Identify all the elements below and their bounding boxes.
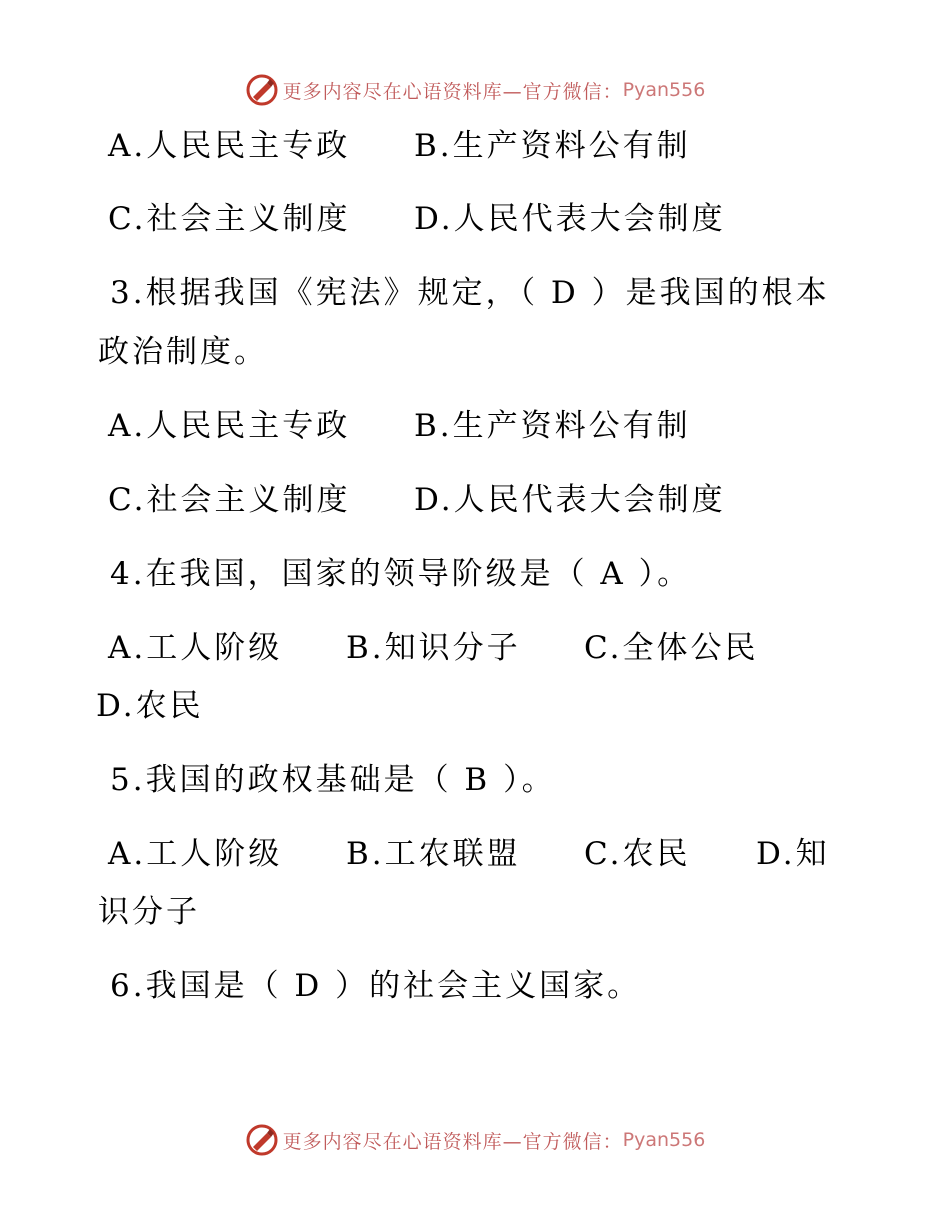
- q3-option-d: D.人民代表大会制度: [414, 482, 726, 518]
- footer-watermark: [0, 1120, 950, 1160]
- q3-option-b: B.生产资料公有制: [414, 408, 691, 444]
- q6-stem: 6.我国是（ D ）的社会主义国家。: [110, 968, 642, 1004]
- q4-option-c: C.全体公民: [584, 630, 759, 666]
- q3-stem-line-1: 3.根据我国《宪法》规定，（ D ）是我国的根本: [110, 275, 830, 311]
- q4-option-d: D.农民: [96, 688, 204, 724]
- q2-option-d: D.人民代表大会制度: [414, 201, 726, 237]
- q5-option-a: A.工人阶级: [108, 836, 283, 872]
- header-watermark: [0, 70, 950, 110]
- banner-text: 更多内容尽在心语资料库—官方微信：: [282, 80, 623, 103]
- q5-option-b: B.工农联盟: [346, 836, 521, 872]
- q2-option-c: C.社会主义制度: [108, 201, 351, 237]
- q4-stem: 4.在我国，国家的领导阶级是（ A ）。: [110, 556, 692, 592]
- q3-option-c: C.社会主义制度: [108, 482, 351, 518]
- q2-option-b: B.生产资料公有制: [414, 128, 691, 164]
- banner-wechat-id: Pyan556: [622, 79, 706, 101]
- q4-option-a: A.工人阶级: [108, 630, 283, 666]
- q5-stem: 5.我国的政权基础是（ B ）。: [110, 762, 556, 798]
- banner-wechat-id: Pyan556: [622, 1129, 706, 1151]
- q5-option-c: C.农民: [584, 836, 691, 872]
- pen-logo-icon: [245, 1123, 279, 1157]
- q5-option-d-continued: 识分子: [98, 894, 200, 930]
- q2-option-a: A.人民民主专政: [108, 128, 351, 164]
- q5-option-d: D.知: [756, 836, 830, 872]
- pen-logo-icon: [245, 73, 279, 107]
- q4-option-b: B.知识分子: [346, 630, 521, 666]
- banner-text: 更多内容尽在心语资料库—官方微信：: [282, 1130, 623, 1153]
- q3-option-a: A.人民民主专政: [108, 408, 351, 444]
- q3-stem-line-2: 政治制度。: [98, 334, 268, 370]
